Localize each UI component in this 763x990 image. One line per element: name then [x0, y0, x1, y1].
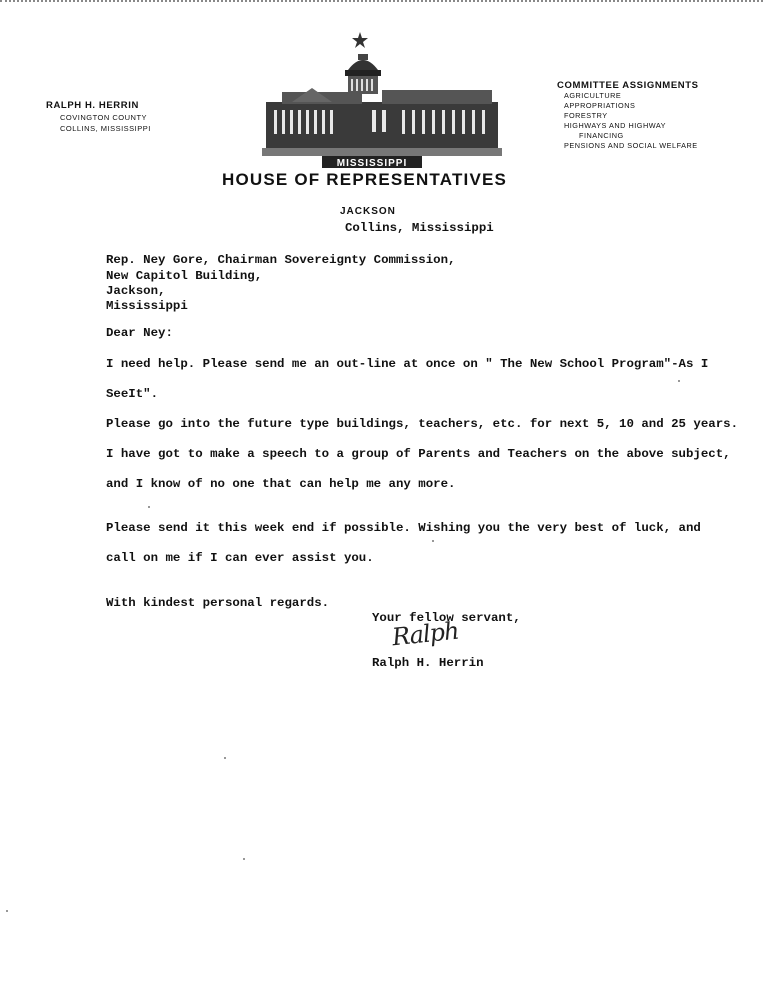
- closing-line: Your fellow servant,: [372, 611, 521, 625]
- committee-item: FORESTRY: [564, 111, 608, 120]
- scan-speck: [6, 910, 8, 912]
- letterhead-city: JACKSON: [340, 206, 396, 217]
- body-line: SeeIt".: [106, 387, 159, 401]
- body-line: call on me if I can ever assist you.: [106, 551, 374, 565]
- body-line: and I know of no one that can help me any more.: [106, 477, 456, 491]
- body-line: I need help. Please send me an out-line at once on " The New School Program"-As I: [106, 357, 709, 371]
- committee-heading: COMMITTEE ASSIGNMENTS: [557, 80, 699, 91]
- handwritten-signature: Ralph: [390, 616, 460, 652]
- closing-regards: With kindest personal regards.: [106, 596, 330, 610]
- sender-name: RALPH H. HERRIN: [46, 100, 139, 111]
- scan-speck: [678, 380, 680, 382]
- body-line: I have got to make a speech to a group of Parents and Teachers on the above subject,: [106, 447, 731, 461]
- committee-item: FINANCING: [579, 131, 624, 140]
- scan-speck: [432, 540, 434, 542]
- salutation: Dear Ney:: [106, 326, 173, 340]
- sender-city: COLLINS, MISSISSIPPI: [60, 124, 151, 133]
- letter-place: Collins, Mississippi: [345, 221, 494, 235]
- scan-speck: [224, 757, 226, 759]
- address-line: Mississippi: [106, 299, 188, 313]
- top-border: [0, 0, 763, 8]
- sender-block: [46, 100, 151, 133]
- address-line: Jackson,: [106, 284, 166, 298]
- address-line: Rep. Ney Gore, Chairman Sovereignty Commission,: [106, 253, 456, 267]
- body-line: Please send it this week end if possible. Wishing you the very best of luck, and: [106, 521, 701, 535]
- committee-item: APPROPRIATIONS: [564, 101, 636, 110]
- scan-speck: [148, 506, 150, 508]
- sender-county: COVINGTON COUNTY: [60, 113, 148, 122]
- scan-speck: [243, 858, 245, 860]
- capitol-star-icon: [352, 32, 368, 48]
- committee-item: HIGHWAYS AND HIGHWAY: [564, 121, 667, 130]
- letterhead-title: HOUSE OF REPRESENTATIVES: [222, 170, 508, 189]
- committee-item: PENSIONS AND SOCIAL WELFARE: [564, 141, 698, 150]
- body-line: Please go into the future type buildings, teachers, etc. for next 5, 10 and 25 years.: [106, 417, 739, 431]
- committee-item: AGRICULTURE: [564, 91, 622, 100]
- capitol-building-emblem: [262, 30, 502, 170]
- banner-label: MISSISSIPPI: [336, 158, 408, 169]
- typed-signature-name: Ralph H. Herrin: [372, 656, 484, 670]
- committee-block: [557, 80, 699, 151]
- address-line: New Capitol Building,: [106, 269, 263, 283]
